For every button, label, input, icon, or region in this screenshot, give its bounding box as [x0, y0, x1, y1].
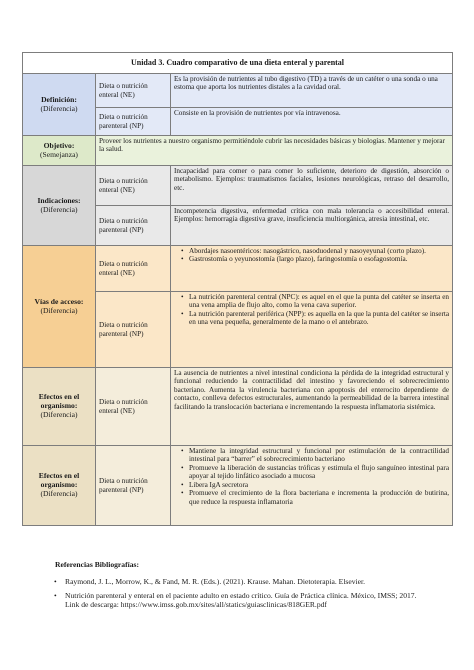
efectos-np-cell	[171, 446, 453, 526]
indicaciones-ne-label: Dieta o nutrición enteral (NE)	[96, 166, 171, 206]
indicaciones-np-label: Dieta o nutrición parenteral (NP)	[96, 206, 171, 246]
vias-ne-list	[174, 247, 449, 264]
indicaciones-label: Indicaciones:	[37, 195, 81, 205]
indicaciones-np-text: Incompetencia digestiva, enfermedad crítica con mala tolerancia o accesibilidad enteral. Ejemplos: hemorragia digestiva grave, insuficiencia multiorgánica, atresia intestinal, etc.	[171, 206, 453, 246]
vias-np-cell	[171, 292, 453, 368]
efectos-np-label: Dieta o nutrición parenteral (NP)	[96, 446, 171, 526]
indicaciones-sublabel: (Diferencia)	[40, 204, 78, 214]
efectos-label: Efectos en el organismo:	[38, 392, 80, 411]
vias-label-cell	[23, 246, 96, 368]
reference-item: • Nutrición parenteral y enteral en el paciente adulto en estado crítico. Guía de Práctica clínica. México, IMSS; 2017. Link de descarga: https://www.imss.gob.mx/sites/all/statics/guiasclinicas/818GER.pdf	[58, 591, 418, 610]
efectos-np-list	[174, 447, 449, 506]
table-title: Unidad 3. Cuadro comparativo de una dieta enteral y parental	[23, 53, 453, 74]
vias-ne-label: Dieta o nutrición enteral (NE)	[96, 246, 171, 292]
objetivo-text: Proveer los nutrientes a nuestro organismo permitiéndole cubrir las necesidades básicas y biologías. Mantener y mejorar la salud.	[96, 136, 453, 166]
efectos-label: Efectos en el organismo:	[38, 471, 80, 490]
efectos-ne-label-cell	[23, 368, 96, 446]
indicaciones-label-cell	[23, 166, 96, 246]
objetivo-sublabel: (Semejanza)	[40, 149, 78, 159]
efectos-sublabel: (Diferencia)	[40, 488, 78, 498]
list-item: • La nutrición parenteral periférica (NPP): es aquella en la que la punta del catéter se inserta en una vena pequeña, generalmente de la mano o el antebrazo.	[183, 310, 449, 327]
list-item: • Mantiene la integridad estructural y funcional por estimulación de la contractilidad intestinal para “barrer” el sobrecrecimiento bacteriano	[183, 447, 449, 464]
definicion-sublabel: (Diferencia)	[40, 103, 78, 113]
list-item: • Promueve el crecimiento de la flora bacteriana e incrementa la producción de butirina, que reduce la respuesta inflamatoria	[183, 489, 449, 506]
reference-item: • Raymond, J. L., Morrow, K., & Fand, M. R. (Eds.). (2021). Krause. Mahan. Dietoterapia. Elsevier.	[58, 577, 418, 586]
list-item: • Abordajes nasoentéricos: nasogástrico, nasoduodenal y nasoyeyunal (corto plazo).	[183, 247, 449, 255]
definicion-ne-label: Dieta o nutrición enteral (NE)	[96, 74, 171, 108]
comparison-sheet	[22, 52, 452, 526]
objetivo-label-cell	[23, 136, 96, 166]
efectos-ne-label: Dieta o nutrición enteral (NE)	[96, 368, 171, 446]
efectos-ne-text: La ausencia de nutrientes a nivel intestinal condiciona la pérdida de la integridad estructural y funcional reduciendo la contractilidad del intestino y favoreciendo el sobrecrecimiento bacteriano. Aumenta la virulencia bacteriana con apoptosis del enterocito dependiente de contacto, conlleva defectos estructurales, aumentando la permeabilidad de la barrera intestinal facilitando la translocación bacteriana e incrementando la respuesta inflamatoria sistémica.	[171, 368, 453, 446]
efectos-sublabel: (Diferencia)	[40, 409, 78, 419]
list-item: • La nutrición parenteral central (NPC): es aquel en el que la punta del catéter se inserta en una vena amplia de flujo alto, como la vena cava superior.	[183, 293, 449, 310]
objetivo-label: Objetivo:	[43, 140, 75, 150]
definicion-label-cell	[23, 74, 96, 136]
definicion-np-label: Dieta o nutrición parenteral (NP)	[96, 108, 171, 136]
list-item: • Promueve la liberación de sustancias tróficas y estimula el flujo sanguíneo intestinal para apoyar al tejido linfático asociado a mucosa	[183, 464, 449, 481]
list-item: • Libera IgA secretora	[183, 481, 449, 489]
vias-sublabel: (Diferencia)	[40, 305, 78, 315]
vias-label: Vías de acceso:	[34, 296, 84, 306]
vias-ne-cell	[171, 246, 453, 292]
references-heading: Referencias Bibliografías:	[55, 560, 140, 569]
vias-np-label: Dieta o nutrición parenteral (NP)	[96, 292, 171, 368]
list-item: • Gastrostomía o yeyunostomía (largo plazo), faringostomía o esofagostomía.	[183, 255, 449, 263]
definicion-label: Definición:	[41, 94, 77, 104]
comparison-table	[22, 52, 453, 526]
vias-np-list	[174, 293, 449, 327]
indicaciones-ne-text: Incapacidad para comer o para comer lo suficiente, deterioro de digestión, absorción o metabolismo. Ejemplos: traumatismos faciales, lesiones neurológicas, retraso del desarrollo, etc.	[171, 166, 453, 206]
references-section	[55, 560, 418, 613]
definicion-np-text: Consiste en la provisión de nutrientes por vía intravenosa.	[171, 108, 453, 136]
efectos-np-label-cell	[23, 446, 96, 526]
definicion-ne-text: Es la provisión de nutrientes al tubo digestivo (TD) a través de un catéter o una sonda o una estoma que aporta los nutrientes distales a la cavidad oral.	[171, 74, 453, 108]
